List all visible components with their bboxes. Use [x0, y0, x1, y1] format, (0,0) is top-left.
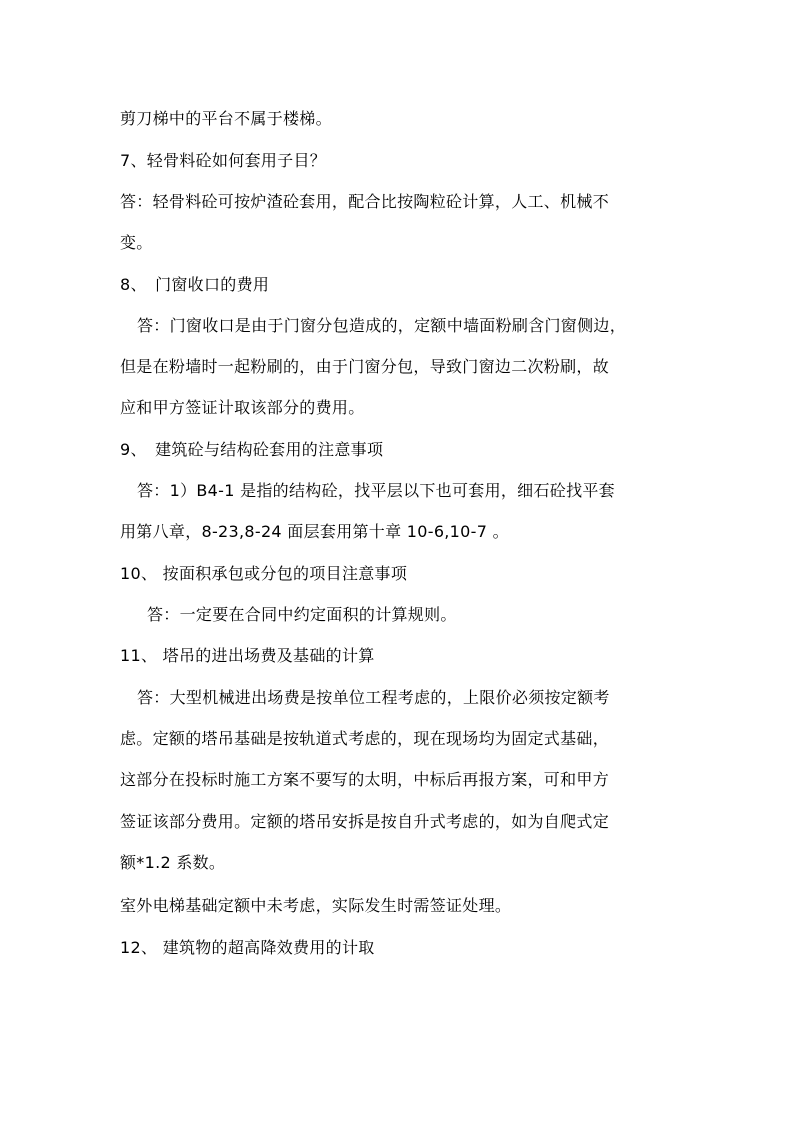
answer-10-line-1: 答：一定要在合同中约定面积的计算规则。	[147, 605, 457, 624]
question-8-heading: 8、 门窗收口的费用	[120, 275, 270, 294]
answer-11-line-3: 这部分在投标时施工方案不要写的太明，中标后再报方案，可和甲方	[120, 770, 610, 789]
answer-9-line-2: 用第八章，8-23,8-24 面层套用第十章 10-6,10-7 。	[120, 522, 509, 541]
question-12-heading: 12、 建筑物的超高降效费用的计取	[120, 938, 375, 957]
question-11-heading: 11、 塔吊的进出场费及基础的计算	[120, 646, 375, 665]
answer-11-line-4: 签证该部分费用。定额的塔吊安拆是按自升式考虑的，如为自爬式定	[120, 812, 610, 831]
answer-8-line-2: 但是在粉墙时一起粉刷的，由于门窗分包，导致门窗边二次粉刷，故	[120, 357, 610, 376]
question-9-heading: 9、 建筑砼与结构砼套用的注意事项	[120, 440, 384, 459]
answer-7-line-2: 变。	[120, 233, 153, 252]
answer-11-line-5: 额*1.2 系数。	[120, 853, 226, 872]
question-10-heading: 10、 按面积承包或分包的项目注意事项	[120, 564, 408, 583]
answer-7-line-1: 答：轻骨料砼可按炉渣砼套用，配合比按陶粒砼计算，人工、机械不	[120, 192, 610, 211]
answer-11-line-1: 答：大型机械进出场费是按单位工程考虑的，上限价必须按定额考	[137, 688, 610, 707]
answer-9-line-1: 答：1）B4-1 是指的结构砼，找平层以下也可套用，细石砼找平套	[137, 481, 615, 500]
answer-8-line-1: 答：门窗收口是由于门窗分包造成的，定额中墙面粉刷含门窗侧边，	[137, 316, 627, 335]
answer-11-note: 室外电梯基础定额中未考虑，实际发生时需签证处理。	[120, 896, 512, 915]
answer-8-line-3: 应和甲方签证计取该部分的费用。	[120, 398, 365, 417]
answer-11-line-2: 虑。定额的塔吊基础是按轨道式考虑的，现在现场均为固定式基础，	[120, 729, 610, 748]
text-line: 剪刀梯中的平台不属于楼梯。	[120, 109, 332, 128]
question-7-heading: 7、轻骨料砼如何套用子目？	[120, 151, 327, 170]
